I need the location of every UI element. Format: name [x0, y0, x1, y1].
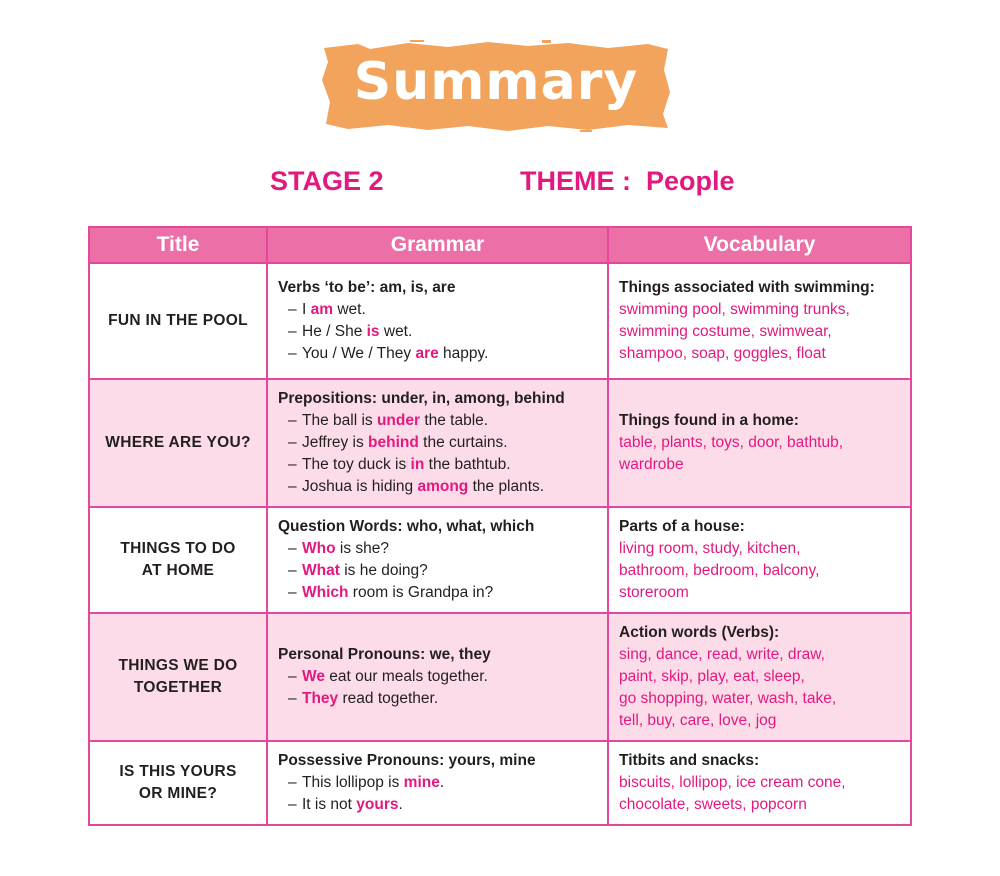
theme-label: THEME : — [520, 166, 631, 196]
grammar-cell — [267, 741, 608, 825]
theme-line — [520, 166, 735, 197]
highlight-word: mine — [403, 774, 440, 791]
vocabulary-heading: Action words (Verbs): — [619, 624, 780, 641]
vocabulary-cell — [608, 613, 911, 741]
column-header-vocabulary: Vocabulary — [608, 227, 911, 263]
vocabulary-line: chocolate, sweets, popcorn — [619, 796, 807, 813]
vocabulary-line: wardrobe — [619, 456, 684, 473]
highlight-word: They — [302, 690, 339, 707]
stage-label: STAGE 2 — [270, 166, 384, 196]
grammar-example: – We eat our meals together. — [278, 666, 597, 688]
unit-title-line: AT HOME — [141, 562, 215, 579]
vocabulary-cell — [608, 263, 911, 379]
grammar-heading: Prepositions: under, in, among, behind — [278, 390, 565, 407]
grammar-example: – Which room is Grandpa in? — [278, 582, 597, 604]
table-row — [89, 741, 911, 825]
table-row — [89, 613, 911, 741]
grammar-examples — [278, 538, 597, 604]
vocabulary-line: storeroom — [619, 584, 689, 601]
grammar-example: – Joshua is hiding among the plants. — [278, 476, 597, 498]
vocabulary-cell — [608, 507, 911, 613]
highlight-word: in — [410, 456, 425, 473]
vocabulary-line: tell, buy, care, love, jog — [619, 712, 777, 729]
unit-title — [89, 613, 267, 741]
vocabulary-line: bathroom, bedroom, balcony, — [619, 562, 820, 579]
vocabulary-heading: Things associated with swimming: — [619, 279, 875, 296]
column-header-grammar: Grammar — [267, 227, 608, 263]
theme-value: People — [646, 166, 735, 196]
column-header-title: Title — [89, 227, 267, 263]
table-row — [89, 263, 911, 379]
vocabulary-line: living room, study, kitchen, — [619, 540, 801, 557]
vocabulary-heading: Things found in a home: — [619, 412, 799, 429]
vocabulary-heading: Titbits and snacks: — [619, 752, 760, 769]
highlight-word: is — [366, 323, 380, 340]
vocabulary-heading: Parts of a house: — [619, 518, 745, 535]
unit-title-line: OR MINE? — [138, 785, 218, 802]
unit-title-line: WHERE ARE YOU? — [105, 434, 251, 451]
unit-title-line: FUN IN THE POOL — [108, 312, 248, 329]
vocabulary-line: swimming costume, swimwear, — [619, 323, 832, 340]
grammar-example: – Jeffrey is behind the curtains. — [278, 432, 597, 454]
grammar-cell — [267, 379, 608, 507]
grammar-cell — [267, 507, 608, 613]
unit-title-line: THINGS WE DO — [118, 657, 238, 674]
highlight-word: Which — [302, 584, 349, 601]
unit-title — [89, 263, 267, 379]
grammar-heading: Personal Pronouns: we, they — [278, 646, 491, 663]
grammar-heading: Question Words: who, what, which — [278, 518, 535, 535]
grammar-examples — [278, 772, 597, 816]
vocabulary-line: swimming pool, swimming trunks, — [619, 301, 850, 318]
grammar-example: – The toy duck is in the bathtub. — [278, 454, 597, 476]
vocabulary-line: sing, dance, read, write, draw, — [619, 646, 825, 663]
unit-title — [89, 741, 267, 825]
vocabulary-cell — [608, 379, 911, 507]
grammar-example: – The ball is under the table. — [278, 410, 597, 432]
vocabulary-line: paint, skip, play, eat, sleep, — [619, 668, 805, 685]
banner-title: Summary — [353, 52, 639, 112]
unit-title — [89, 507, 267, 613]
highlight-word: Who — [302, 540, 336, 557]
table-row — [89, 507, 911, 613]
grammar-example: – Who is she? — [278, 538, 597, 560]
highlight-word: among — [417, 478, 469, 495]
highlight-word: behind — [368, 434, 419, 451]
table-header-row — [89, 227, 911, 263]
table-row — [89, 379, 911, 507]
grammar-example: – They read together. — [278, 688, 597, 710]
grammar-example: – It is not yours. — [278, 794, 597, 816]
highlight-word: What — [302, 562, 340, 579]
grammar-examples — [278, 299, 597, 365]
unit-title — [89, 379, 267, 507]
highlight-word: under — [376, 412, 421, 429]
grammar-cell — [267, 263, 608, 379]
highlight-word: We — [302, 668, 325, 685]
summary-banner — [318, 40, 674, 132]
highlight-word: yours — [356, 796, 399, 813]
vocabulary-cell — [608, 741, 911, 825]
vocabulary-line: biscuits, lollipop, ice cream cone, — [619, 774, 846, 791]
highlight-word: am — [310, 301, 334, 318]
grammar-example: – I am wet. — [278, 299, 597, 321]
grammar-examples — [278, 410, 597, 498]
vocabulary-line: go shopping, water, wash, take, — [619, 690, 837, 707]
grammar-heading: Possessive Pronouns: yours, mine — [278, 752, 536, 769]
unit-title-line: TOGETHER — [133, 679, 223, 696]
grammar-example: – This lollipop is mine. — [278, 772, 597, 794]
grammar-examples — [278, 666, 597, 710]
vocabulary-line: shampoo, soap, goggles, float — [619, 345, 826, 362]
grammar-cell — [267, 613, 608, 741]
grammar-example: – You / We / They are happy. — [278, 343, 597, 365]
grammar-example: – What is he doing? — [278, 560, 597, 582]
highlight-word: are — [415, 345, 439, 362]
vocabulary-line: table, plants, toys, door, bathtub, — [619, 434, 844, 451]
grammar-heading: Verbs ‘to be’: am, is, are — [278, 279, 456, 296]
unit-title-line: THINGS TO DO — [120, 540, 236, 557]
unit-title-line: IS THIS YOURS — [119, 763, 237, 780]
grammar-example: – He / She is wet. — [278, 321, 597, 343]
summary-table — [88, 226, 912, 826]
